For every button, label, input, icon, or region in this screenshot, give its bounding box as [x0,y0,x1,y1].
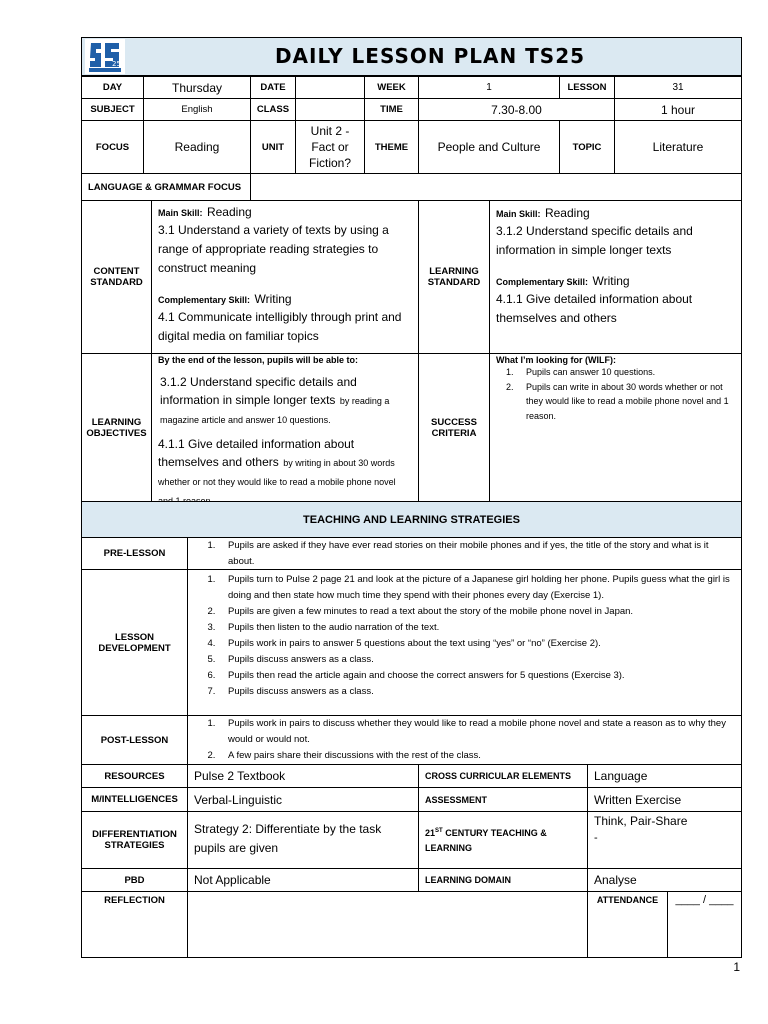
logo-text: 25 [112,60,121,68]
list-item: 1. Pupils are asked if they have ever read stories on their mobile phones and if yes, the title of the story and what is it about. [218,538,737,570]
success-criteria-label: SUCCESS CRITERIA [418,353,490,502]
focus-value: Reading [143,120,251,174]
day-label: DAY [81,76,144,99]
date-value [295,76,365,99]
learning-comp-text: 4.1.1 Give detailed information about themselves and others [496,292,693,325]
page-title: DAILY LESSON PLAN TS25 [274,44,586,68]
pre-lesson-list [192,538,737,570]
subject-value: English [143,98,251,121]
intelligences-label: M/INTELLIGENCES [81,787,188,812]
pbd-value: Not Applicable [187,868,419,892]
learning-objectives-box [151,353,419,502]
time-value: 7.30-8.00 [418,98,615,121]
list-item: 2. A few pairs share their discussions with the rest of the class. [218,748,737,764]
post-lesson-box [187,715,742,765]
week-value: 1 [418,76,560,99]
day-value: Thursday [143,76,251,99]
pre-lesson-box [187,537,742,570]
success-list [496,365,735,423]
reflection-label: REFLECTION [81,891,188,958]
c21-label-pre: 21 [425,828,436,838]
date-label: DATE [250,76,296,99]
objective-1-tail: by reading a magazine article and answer 10 questions. [160,396,390,425]
objective-2-main: 4.1.1 Give detailed information about themselves and others [158,437,355,469]
topic-value: Literature [614,120,742,174]
assessment-value: Written Exercise [587,787,742,812]
content-standard-box [151,200,419,354]
focus-label: FOCUS [81,120,144,174]
learning-domain-label: LEARNING DOMAIN [418,868,588,892]
post-lesson-label: POST-LESSON [81,715,188,765]
objective-1-main: 3.1.2 Understand specific details and information in simple longer texts [160,375,357,407]
unit-value: Unit 2 - Fact or Fiction? [295,120,365,174]
learning-comp-skill-label: Complementary Skill: [496,277,589,287]
c21-label [418,811,588,869]
content-comp-skill-label: Complementary Skill: [158,295,251,305]
c21-box [587,811,742,869]
school-logo [85,39,125,74]
attendance-box[interactable] [667,891,742,958]
c21-sup: ST [435,828,443,834]
assessment-label: ASSESSMENT [418,787,588,812]
list-item: 4. Pupils work in pairs to answer 5 questions about the text using “yes” or “no” (Exercise 2). [218,636,737,652]
list-item: 5. Pupils discuss answers as a class. [218,652,737,668]
pbd-label: PBD [81,868,188,892]
strategies-heading: TEACHING AND LEARNING STRATEGIES [81,501,742,538]
post-lesson-list [192,716,737,764]
class-value [295,98,365,121]
content-main-skill-label: Main Skill: [158,208,203,218]
differentiation-label: DIFFERENTIATION STRATEGIES [81,811,188,869]
lesson-development-list [192,572,737,700]
list-item: 1. Pupils turn to Pulse 2 page 21 and look at the picture of a Japanese girl holding her phone. Pupils guess what the girl is doing and then state how much time they spend with their phones every day (Exercise 1). [218,572,737,604]
cross-curricular-value: Language [587,764,742,788]
objective-2-tail: by writing in about 30 words whether or not they would like to read a mobile phone novel [158,458,396,487]
time-label: TIME [364,98,419,121]
list-item: 1. Pupils can answer 10 questions. [516,365,735,380]
list-item: 1. Pupils work in pairs to discuss whether they would like to read a mobile phone novel and state a reason as to why they would or would not. [218,716,737,748]
c21-value: Think, Pair-Share [594,814,688,828]
learning-main-text: 3.1.2 Understand specific details and information in simple longer texts [496,224,693,257]
pre-lesson-label: PRE-LESSON [81,537,188,570]
learning-main-skill-label: Main Skill: [496,209,541,219]
success-criteria-box [489,353,742,502]
attendance-value: ____ / ____ [675,894,734,906]
grammar-focus-label: LANGUAGE & GRAMMAR FOCUS [81,173,251,201]
success-intro: What I’m looking for (WILF): [496,355,616,365]
learning-domain-value: Analyse [587,868,742,892]
resources-label: RESOURCES [81,764,188,788]
subject-label: SUBJECT [81,98,144,121]
list-item: 7. Pupils discuss answers as a class. [218,684,737,700]
cross-curricular-label: CROSS CURRICULAR ELEMENTS [418,764,588,788]
theme-label: THEME [364,120,419,174]
c21-value-2: - [594,832,598,844]
differentiation-value: Strategy 2: Differentiate by the task pupils are given [194,822,382,855]
reflection-box[interactable] [187,891,588,958]
list-item: 6. Pupils then read the article again and choose the correct answers for 5 questions (Exercise 3). [218,668,737,684]
content-comp-text: 4.1 Communicate intelligibly through print and digital media on familiar topics [158,310,402,343]
theme-value: People and Culture [418,120,560,174]
learning-objectives-label: LEARNING OBJECTIVES [81,353,152,502]
learning-main-skill: Reading [544,206,590,220]
content-standard-label: CONTENT STANDARD [81,200,152,354]
list-item: 3. Pupils then listen to the audio narration of the text. [218,620,737,636]
unit-label: UNIT [250,120,296,174]
topic-label: TOPIC [559,120,615,174]
list-item: 2. Pupils can write in about 30 words whether or not they would like to read a mobile phone novel and 1 reason. [516,380,735,424]
learning-comp-skill: Writing [592,274,630,288]
differentiation-box [187,811,419,869]
content-main-skill: Reading [206,205,252,219]
resources-value: Pulse 2 Textbook [187,764,419,788]
content-comp-skill: Writing [254,292,292,306]
lesson-development-label: LESSON DEVELOPMENT [81,569,188,716]
list-item: 2. Pupils are given a few minutes to read a text about the story of the mobile phone novel in Japan. [218,604,737,620]
lesson-value: 31 [614,76,742,99]
lesson-label: LESSON [559,76,615,99]
intelligences-value: Verbal-Linguistic [187,787,419,812]
class-label: CLASS [250,98,296,121]
week-label: WEEK [364,76,419,99]
content-main-text: 3.1 Understand a variety of texts by using a range of appropriate reading strategies to construct meaning [158,223,389,275]
duration-value: 1 hour [614,98,742,121]
attendance-label: ATTENDANCE [587,891,668,958]
learning-standard-box [489,200,742,354]
learning-standard-label: LEARNING STANDARD [418,200,490,354]
objectives-intro: By the end of the lesson, pupils will be able to: [158,355,359,365]
page-number: 1 [733,960,740,974]
c21-label-post: CENTURY TEACHING & LEARNING [425,828,547,853]
lesson-development-box [187,569,742,716]
